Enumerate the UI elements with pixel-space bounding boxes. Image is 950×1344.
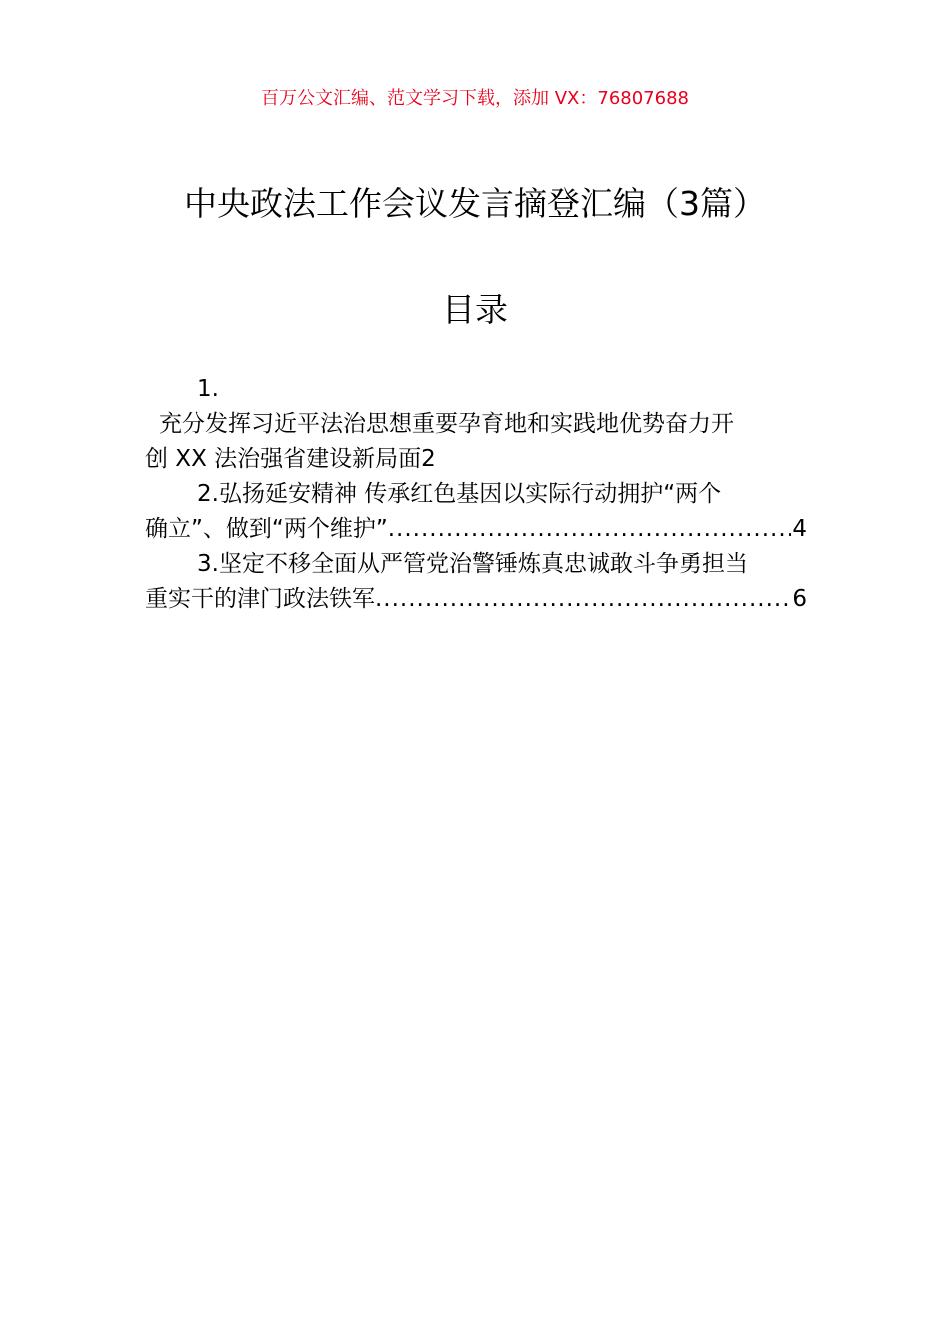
toc-entry-1[interactable] (145, 372, 807, 477)
toc-entry-text-line1: 2.弘扬延安精神 传承红色基因以实际行动拥护“两个 (197, 481, 722, 507)
toc-entry-3[interactable] (145, 547, 807, 617)
toc-entry-number: 1. (197, 376, 219, 402)
toc-entry-text-line1: 充分发挥习近平法治思想重要孕育地和实践地优势奋力开 (159, 411, 734, 437)
document-title: 中央政法工作会议发言摘登汇编（3篇） (184, 184, 766, 223)
toc-page-number: 6 (792, 586, 807, 612)
toc-entry-line2 (145, 582, 807, 617)
toc-heading: 目录 (442, 290, 508, 329)
toc-entry-text-line2: 重实干的津门政法铁军 (145, 586, 375, 612)
toc-entry-text-line2: 确立”、做到“两个维护” (145, 516, 388, 542)
toc-entry-text-line2: 创 XX 法治强省建设新局面2 (145, 446, 436, 472)
toc-entry-2[interactable] (145, 477, 807, 547)
dot-leader (388, 512, 792, 547)
header-note: 百万公文汇编、范文学习下载，添加 VX：76807688 (261, 88, 689, 109)
toc-entry-line2 (145, 512, 807, 547)
toc-page-number: 4 (792, 516, 807, 542)
dot-leader (375, 582, 791, 617)
toc-entry-text-line1: 3.坚定不移全面从严管党治警锤炼真忠诚敢斗争勇担当 (197, 551, 748, 577)
table-of-contents (145, 372, 807, 617)
